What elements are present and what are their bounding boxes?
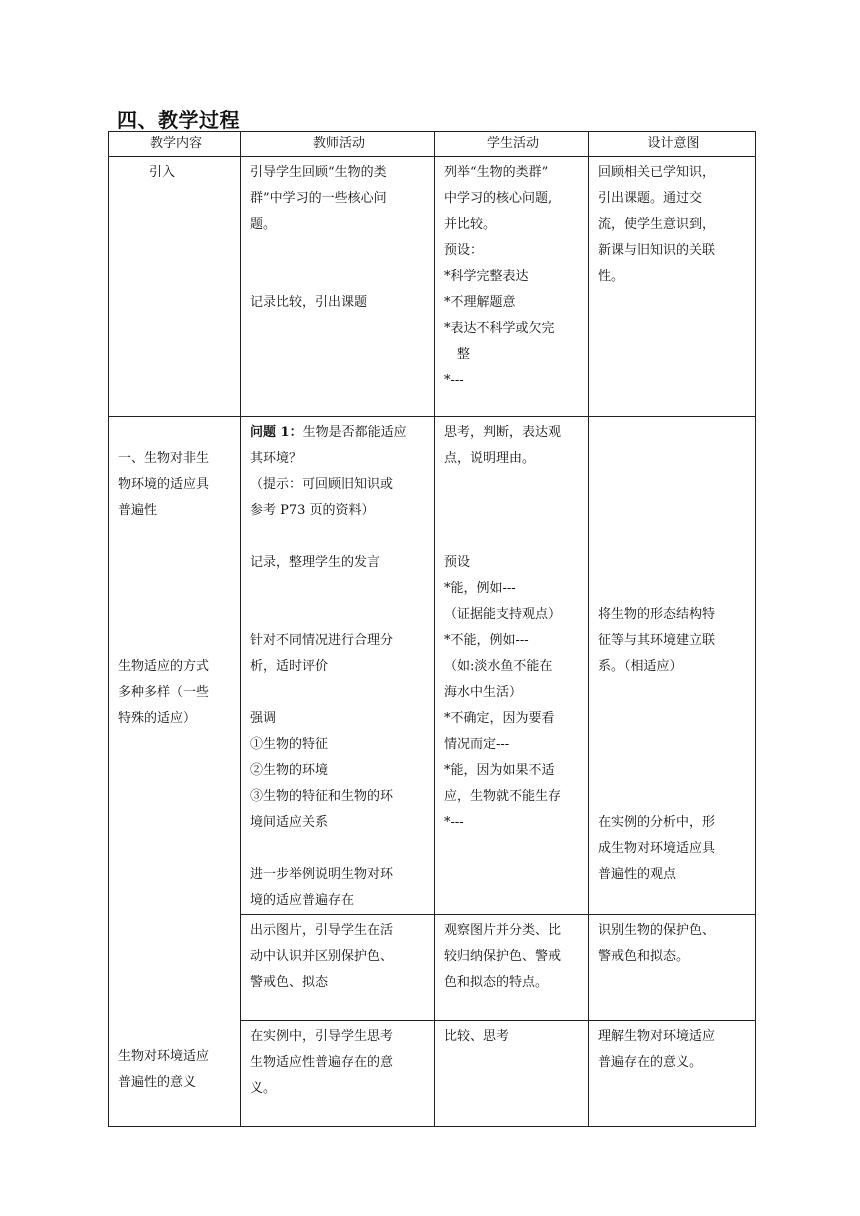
text-line: 点，说明理由。 (444, 451, 536, 466)
header-intent: 设计意图 (589, 132, 756, 157)
cell-intent-question (589, 417, 756, 915)
text-line: 警戒色、拟态 (250, 975, 329, 990)
text-line: 警戒色和拟态。 (598, 949, 690, 964)
text-line: 物环境的适应具 (118, 477, 210, 492)
text-line: 在实例的分析中，形 (598, 815, 716, 830)
text-line: 思考，判断，表达观 (444, 425, 562, 440)
cell-student-meaning (435, 1021, 589, 1127)
text-line: 群”中学习的一些核心问 (250, 191, 387, 206)
text-line: 理解生物对环境适应 (598, 1029, 716, 1044)
text-line: 中学习的核心问题, (444, 191, 553, 206)
text-line: ②生物的环境 (250, 763, 329, 778)
text-line: 识别生物的保护色、 (598, 923, 716, 938)
text-line: 引导学生回顾“生物的类 (250, 165, 387, 180)
text-line: 动中认识并区别保护色、 (250, 949, 394, 964)
text-line: 在实例中，引导学生思考 (250, 1029, 394, 1044)
text-line: 普遍性的观点 (598, 867, 677, 882)
text-line: 记录比较，引出课题 (250, 295, 368, 310)
text-line: 其环境？ (250, 451, 303, 466)
cell-intent-meaning (589, 1021, 756, 1127)
section-heading: 四、教学过程 (117, 108, 240, 132)
text-line: 生物适应的方式 (118, 659, 210, 674)
text-line: 一、生物对非生 (118, 451, 210, 466)
cell-teacher-pictures (241, 915, 435, 1021)
text-line: *能，例如--- (444, 581, 516, 596)
text-line: 生物适应性普遍存在的意 (250, 1055, 394, 1070)
cell-teacher-question (241, 417, 435, 915)
text-line: *不确定，因为要看 (444, 711, 555, 726)
text-line: 观察图片并分类、比 (444, 923, 562, 938)
text-line: *科学完整表达 (444, 269, 529, 284)
text-line: *不能，例如--- (444, 633, 529, 648)
text-line: 系。（相适应） (598, 659, 683, 674)
text-line: 普遍性 (118, 503, 158, 518)
text-line: 特殊的适应） (118, 711, 197, 726)
text-line: 出示图片，引导学生在活 (250, 923, 394, 938)
text-line (250, 420, 428, 446)
text-line: *能，因为如果不适 (444, 763, 555, 778)
text-line: 整 (457, 347, 471, 362)
text-line: 引出课题。通过交 (598, 191, 703, 206)
text-line: 性。 (598, 269, 625, 284)
text-line: 比较、思考 (444, 1029, 510, 1044)
text-line: 生物对环境适应 (118, 1049, 210, 1064)
text-line: 境间适应关系 (250, 815, 329, 830)
text-line: 多种多样（一些 (118, 685, 210, 700)
text-line: 情况而定--- (444, 737, 510, 752)
text-line: 新课与旧知识的关联 (598, 243, 716, 258)
cell-student-pictures (435, 915, 589, 1021)
text-line: 流，使学生意识到， (598, 217, 716, 232)
text-line: 较归纳保护色、警戒 (444, 949, 562, 964)
question-text: 生物是否都能适应 (302, 425, 407, 440)
text-line: 参考 P73 页的资料） (250, 503, 375, 518)
text-line: 进一步举例说明生物对环 (250, 867, 394, 882)
text-line: 海水中生活） (444, 685, 523, 700)
cell-teacher-meaning (241, 1021, 435, 1127)
text-line: 析，适时评价 (250, 659, 329, 674)
text-line: 将生物的形态结构特 (598, 607, 716, 622)
cell-intent-pictures (589, 915, 756, 1021)
text-line: 题。 (250, 217, 277, 232)
text-line: 义。 (250, 1081, 277, 1096)
text-line: 境的适应普遍存在 (250, 893, 355, 908)
table-row-intro (109, 157, 756, 417)
text-line: 并比较。 (444, 217, 497, 232)
text-line: （如:淡水鱼不能在 (444, 659, 553, 674)
text-line: 色和拟态的特点。 (444, 975, 549, 990)
text-line: 应，生物就不能生存 (444, 789, 562, 804)
text-line: *表达不科学或欠完 (444, 321, 555, 336)
text-line: 回顾相关已学知识， (598, 165, 716, 180)
cell-student-intro (435, 157, 589, 417)
text-line: *不理解题意 (444, 295, 516, 310)
text-line: ③生物的特征和生物的环 (250, 789, 394, 804)
table-header-row (109, 132, 756, 157)
cell-content-adaptation (109, 417, 241, 1127)
text-line: 列举“生物的类群” (444, 165, 549, 180)
cell-teacher-intro (241, 157, 435, 417)
cell-content-intro (109, 157, 241, 417)
cell-student-question (435, 417, 589, 915)
text-line: （提示：可回顾旧知识或 (250, 477, 394, 492)
header-student: 学生活动 (435, 132, 589, 157)
text-line: 预设： (444, 243, 484, 258)
text-line: 强调 (250, 711, 277, 726)
teaching-process-table (108, 131, 756, 1127)
cell-intent-intro (589, 157, 756, 417)
table-row-adaptation-a (109, 417, 756, 915)
text-line: 针对不同情况进行合理分 (250, 633, 394, 648)
text-line: 普遍性的意义 (118, 1075, 197, 1090)
text-line: *--- (444, 373, 464, 388)
text-line: ①生物的特征 (250, 737, 329, 752)
text-line: 记录，整理学生的发言 (250, 555, 381, 570)
text-line: （证据能支持观点） (444, 607, 562, 622)
text-line: *--- (444, 815, 464, 830)
content-intro-label: 引入 (149, 165, 176, 180)
text-line: 成生物对环境适应具 (598, 841, 716, 856)
text-line: 普遍存在的意义。 (598, 1055, 703, 1070)
header-content: 教学内容 (109, 132, 241, 157)
text-line: 征等与其环境建立联 (598, 633, 716, 648)
text-line: 预设 (444, 555, 471, 570)
header-teacher: 教师活动 (241, 132, 435, 157)
question-label: 问题 1： (250, 425, 303, 440)
